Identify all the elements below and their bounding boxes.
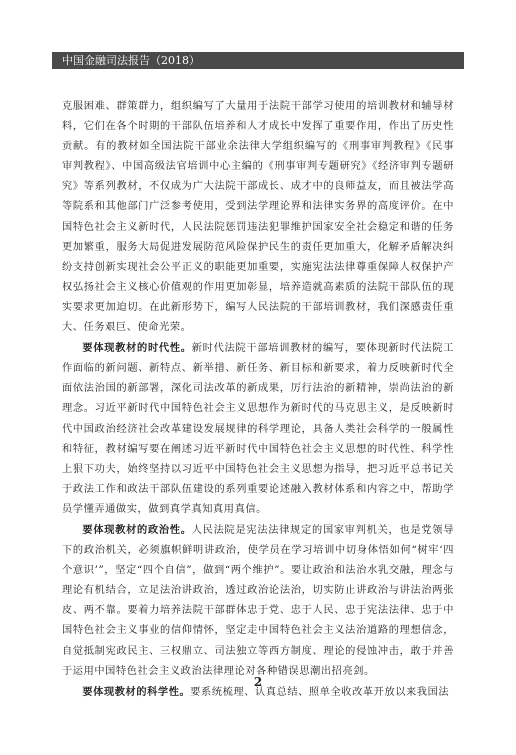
paragraph-text: 新时代法院干部培训教材的编写，要体现新时代法院工作面临的新问题、新特点、新举措、新任务、新目标和新要求，着力反映新时代全面依法治国的新部署，深化司法改革的新成果，厉行法治的新精神，崇尚法治的新理念。习近平新时代中国特色社会主义思想作为新时代的马克思主义，是反映新时代中国政治经济社会改革建设发展规律的科学理论，具备人类社会科学的一般属性和特征，教材编写要在阐述习近平新时代中国特色社会主义思想的时代性、科学性上狠下功夫，始终坚持以习近平中国特色社会主义思想为指导，把习近平总书记关于政法工作和政法干部队伍建设的系列重要论述融入教材体系和内容之中，帮助学员学懂弄通做实，做到真学真知真用真信。 [62,343,454,515]
running-header [52,52,464,69]
paragraph-text: 要系统梳理、认真总结、照单全收改革开放以来我国法 [190,686,450,698]
paragraph-text: 克服困难、群策群力，组织编写了大量用于法院干部学习使用的培训教材和辅导材料，它们在各个时期的干部队伍培养和人才成长中发挥了重要作用，作出了历史性贡献。有的教材如全国法院干部业余法律大学组织编写的《刑事审判教程》《民事审判教程》、中国高级法官培训中心主编的《刑事审判专题研究》《经济审判专题研究》等系列教材，不仅成为广大法院干部成长、成才中的良师益友，而且被法学高等院系和其他部门广泛参考使用，受到法学理论界和法律实务界的高度评价。在中国特色社会主义新时代，人民法院惩罚违法犯罪维护国家安全社会稳定和谐的任务更加繁重，服务大局促进发展防范风险保护民生的责任更加重大，化解矛盾解决纠纷支持创新实现社会公平正义的职能更加重要，实施宪法法律尊重保障人权保护产权弘扬社会主义核心价值观的作用更加彰显，培养造就高素质的法院干部队伍的现实要求更加迫切。在此新形势下，编写人民法院的干部培训教材，我们深感责任重大、任务艰巨、使命光荣。 [62,101,454,334]
paragraph-lead: 要体现教材的政治性。 [82,523,192,536]
body-text [62,96,454,703]
paragraph-lead: 要体现教材的科学性。 [82,685,191,698]
paragraph-lead: 要体现教材的时代性。 [82,342,192,355]
paragraph-3 [62,520,454,682]
page-number: 2 [253,675,263,689]
paragraph-2 [62,338,454,520]
header-title: 中国金融司法报告（2018） [62,54,200,67]
paragraph-1 [62,96,454,338]
paragraph-text: 人民法院是宪法法律规定的国家审判机关，也是党领导下的政治机关，必须旗帜鲜明讲政治，使学员在学习培训中切身体悟如何“树牢‘四个意识’”，坚定“四个自信”，做到“两个维护”。要让政治和法治水乳交融，理念与理论有机结合，立足法治讲政治，透过政治论法治，切实防止讲政治与讲法治两张皮、两不靠。要着力培养法院干部群体忠于党、忠于人民、忠于宪法法律、忠于中国特色社会主义事业的信仰情怀，坚定走中国特色社会主义法治道路的理想信念，自觉抵制宪政民主、三权鼎立、司法独立等西方制度、理论的侵蚀冲击，敢于并善于运用中国特色社会主义政治法律理论对各种错误思潮出招亮剑。 [62,524,454,677]
